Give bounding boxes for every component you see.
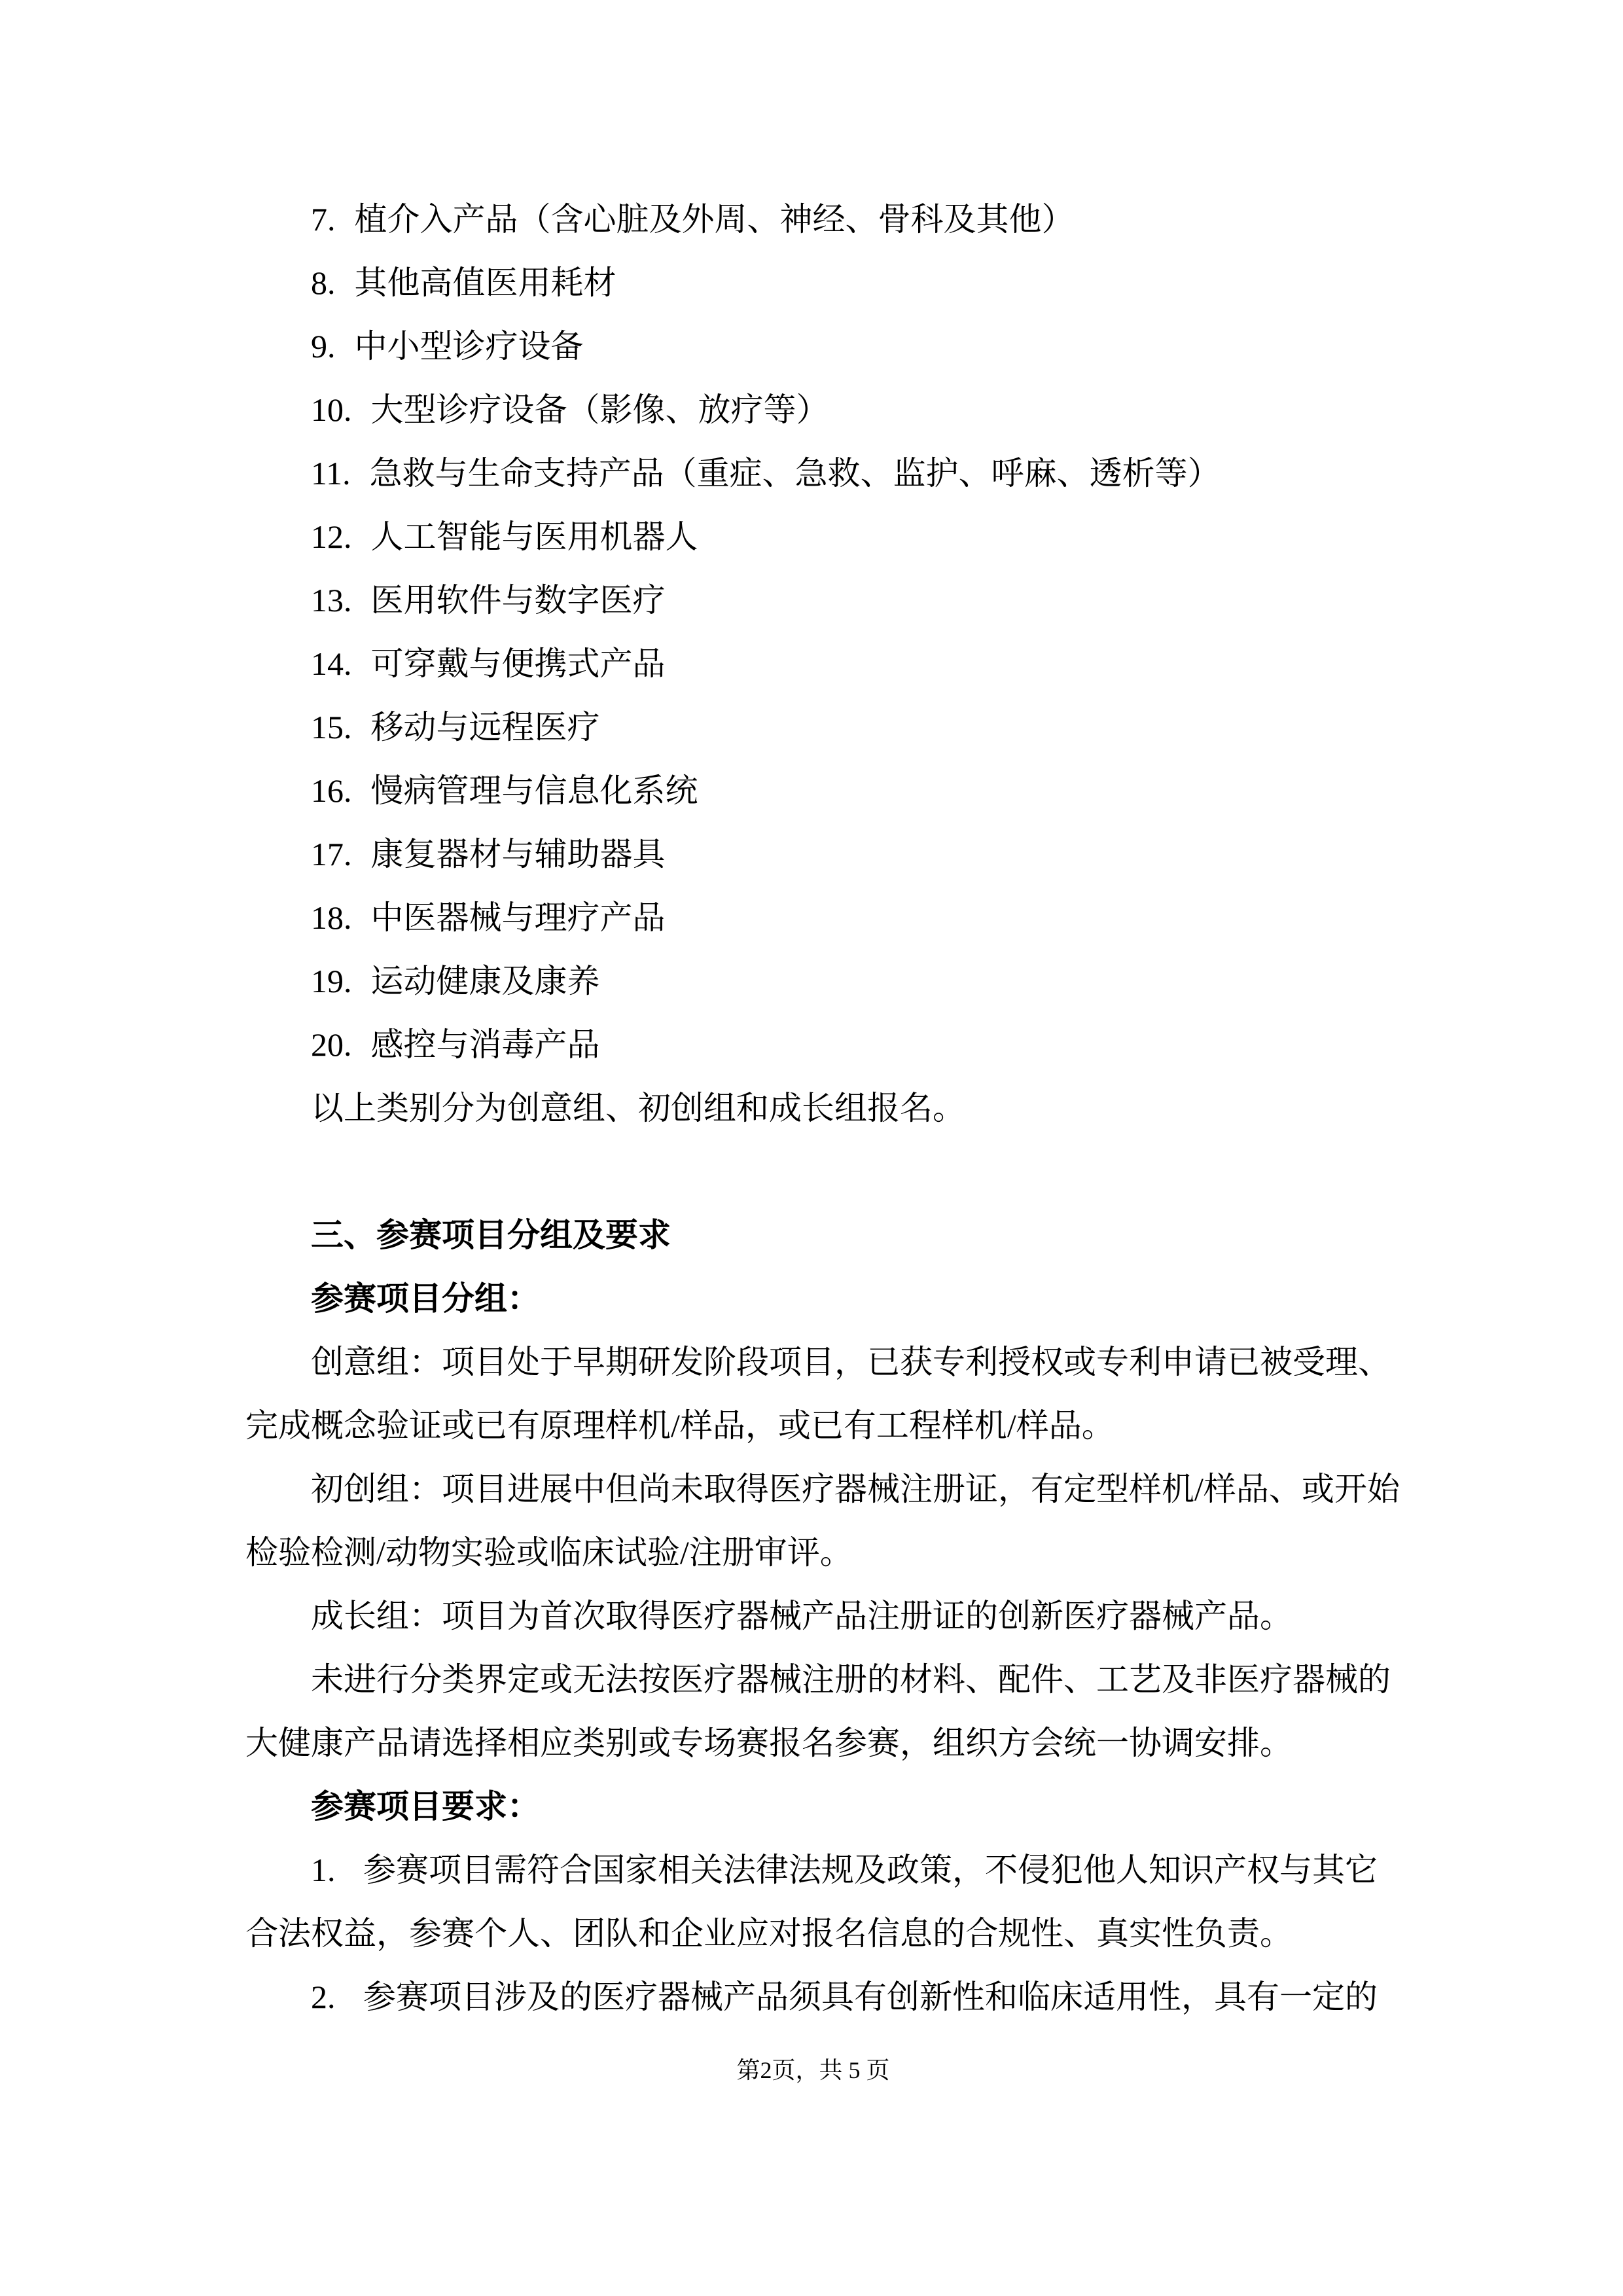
requirement-item-1-line-2: 合法权益，参赛个人、团队和企业应对报名信息的合规性、真实性负责。 — [245, 1915, 1293, 1952]
list-item-text: 中医器械与理疗产品 — [370, 899, 666, 936]
other-products-line-1: 未进行分类界定或无法按医疗器械注册的材料、配件、工艺及非医疗器械的 — [311, 1661, 1391, 1698]
startup-group-line-1: 初创组：项目进展中但尚未取得医疗器械注册证，有定型样机/样品、或开始 — [311, 1471, 1400, 1507]
list-item — [245, 378, 1381, 442]
list-item-number: 12. — [311, 518, 352, 555]
list-item — [245, 569, 1381, 632]
list-item-text: 运动健康及康养 — [370, 963, 600, 999]
document-body — [245, 188, 1400, 2029]
growth-group-line: 成长组：项目为首次取得医疗器械产品注册证的创新医疗器械产品。 — [311, 1598, 1293, 1634]
list-item-number: 20. — [311, 1026, 352, 1063]
list-item-number: 16. — [311, 772, 352, 809]
blank-line — [245, 1140, 1381, 1204]
requirement-item-1-line-1 — [245, 1839, 1381, 1902]
list-item-text: 医用软件与数字医疗 — [370, 582, 666, 619]
list-item — [245, 251, 1381, 315]
list-item-text: 中小型诊疗设备 — [354, 328, 584, 365]
page-number-footer: 第2页，共 5 页 — [736, 2057, 890, 2083]
list-item — [245, 188, 1381, 251]
creative-group-line-1: 创意组：项目处于早期研发阶段项目，已获专利授权或专利申请已被受理、 — [311, 1344, 1391, 1380]
startup-group-line-2: 检验检测/动物实验或临床试验/注册审评。 — [245, 1534, 853, 1571]
list-item-number: 15. — [311, 709, 352, 745]
requirement-item-text: 参赛项目需符合国家相关法律法规及政策，不侵犯他人知识产权与其它 — [363, 1852, 1378, 1888]
list-item — [245, 950, 1381, 1013]
list-item-number: 18. — [311, 899, 352, 936]
list-item-text: 感控与消毒产品 — [370, 1026, 600, 1063]
list-item-number: 19. — [311, 963, 352, 999]
requirement-item-2-line-1 — [245, 1965, 1381, 2029]
list-item — [245, 823, 1381, 886]
list-item — [245, 759, 1381, 823]
list-item-number: 13. — [311, 582, 352, 619]
list-item-text: 慢病管理与信息化系统 — [370, 772, 698, 809]
section-heading: 三、参赛项目分组及要求 — [311, 1217, 671, 1253]
list-item-number: 14. — [311, 645, 352, 682]
list-item-number: 11. — [311, 455, 351, 492]
list-item-text: 大型诊疗设备（影像、放疗等） — [370, 391, 829, 428]
list-item-text: 植介入产品（含心脏及外周、神经、骨科及其他） — [354, 201, 1075, 238]
list-item-number: 7. — [311, 201, 336, 238]
other-products-line-2: 大健康产品请选择相应类别或专场赛报名参赛，组织方会统一协调安排。 — [245, 1725, 1293, 1761]
list-item-number: 10. — [311, 391, 352, 428]
list-item — [245, 315, 1381, 378]
list-closing-note: 以上类别分为创意组、初创组和成长组报名。 — [311, 1090, 965, 1126]
requirement-item-text: 参赛项目涉及的医疗器械产品须具有创新性和临床适用性，具有一定的 — [363, 1979, 1378, 2015]
grouping-subheading: 参赛项目分组： — [311, 1280, 540, 1317]
list-item — [245, 696, 1381, 759]
list-item — [245, 1013, 1381, 1077]
list-item-text: 可穿戴与便携式产品 — [370, 645, 666, 682]
list-item-number: 8. — [311, 264, 336, 301]
list-item-text: 人工智能与医用机器人 — [370, 518, 698, 555]
list-item — [245, 632, 1381, 696]
requirement-item-number: 1. — [311, 1852, 336, 1888]
list-item — [245, 886, 1381, 950]
creative-group-line-2: 完成概念验证或已有原理样机/样品，或已有工程样机/样品。 — [245, 1407, 1115, 1444]
list-item-number: 17. — [311, 836, 352, 872]
list-item-text: 康复器材与辅助器具 — [370, 836, 666, 872]
requirements-subheading: 参赛项目要求： — [311, 1788, 540, 1825]
list-item — [245, 505, 1381, 569]
list-item-number: 9. — [311, 328, 336, 365]
list-item-text: 其他高值医用耗材 — [354, 264, 616, 301]
list-item — [245, 442, 1381, 505]
list-item-text: 急救与生命支持产品（重症、急救、监护、呼麻、透析等） — [369, 455, 1221, 492]
list-item-text: 移动与远程医疗 — [370, 709, 600, 745]
requirement-item-number: 2. — [311, 1979, 336, 2015]
